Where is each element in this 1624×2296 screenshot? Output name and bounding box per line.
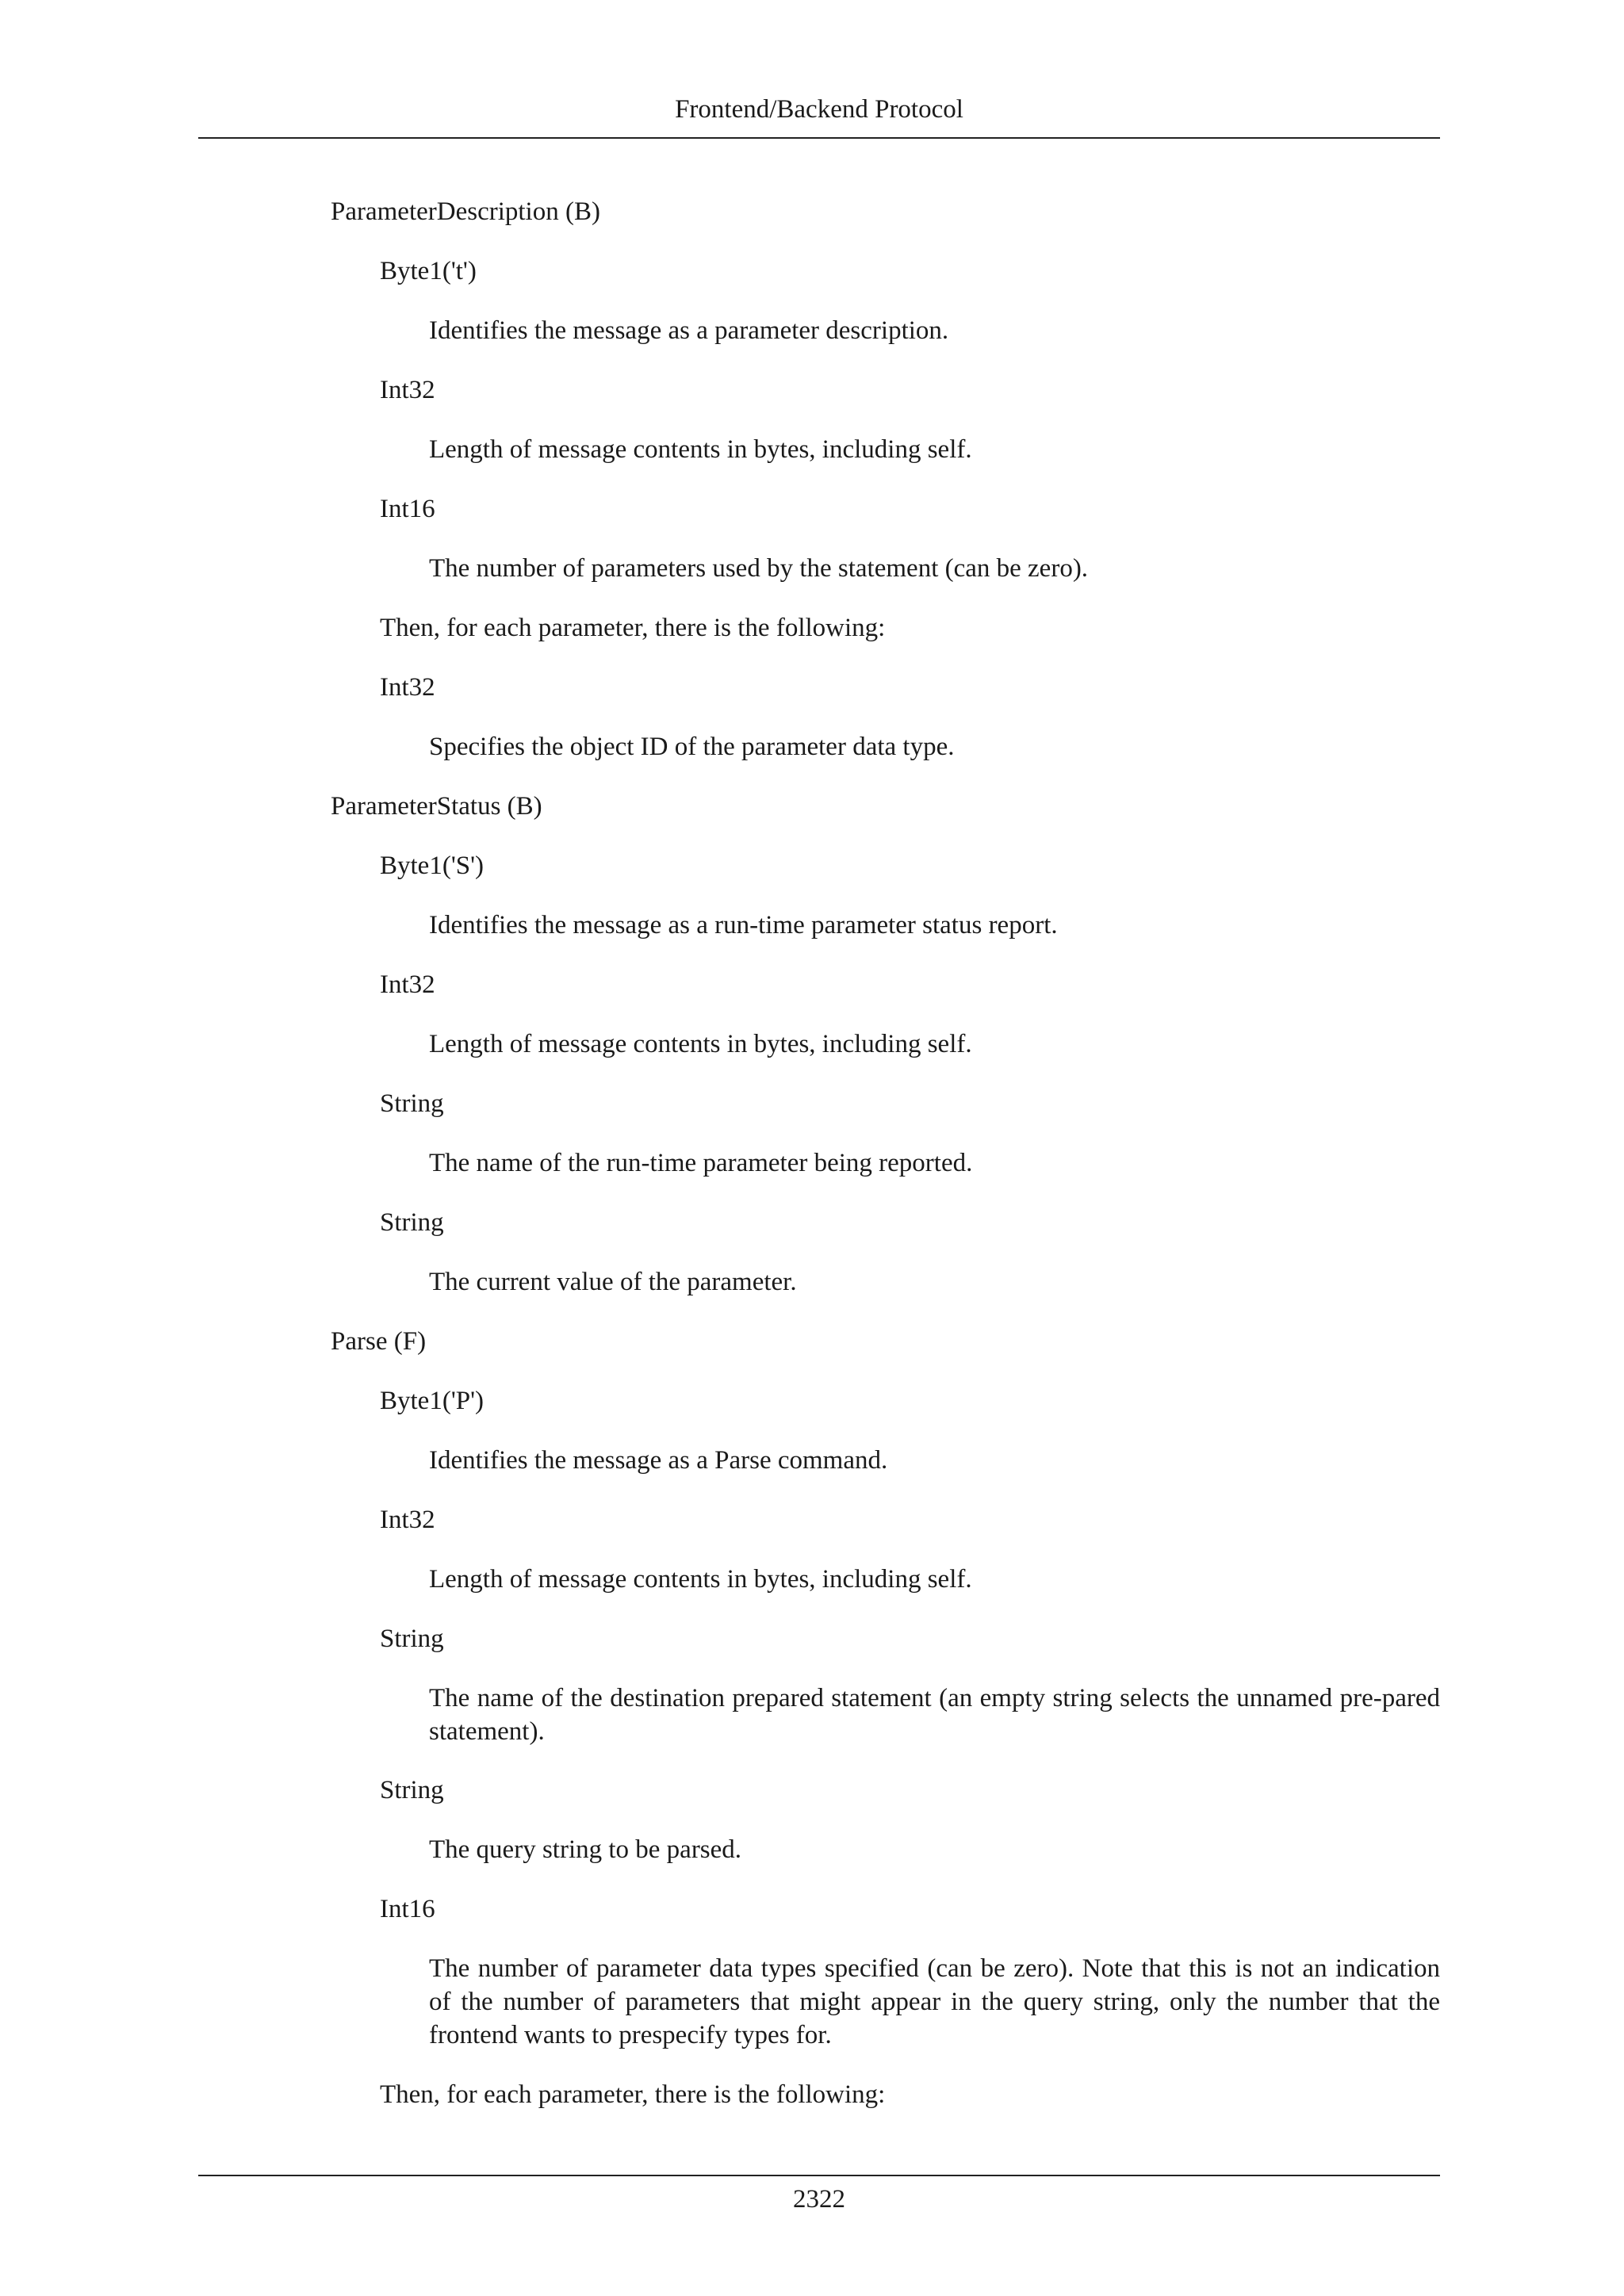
- message-name: ParameterDescription (B): [331, 197, 600, 226]
- field-description: Identifies the message as a Parse command.: [429, 1446, 888, 1475]
- message-name: ParameterStatus (B): [331, 792, 542, 821]
- repeat-intro: Then, for each parameter, there is the following:: [380, 2080, 886, 2109]
- field-type: String: [380, 1624, 444, 1653]
- header-rule: [198, 137, 1440, 139]
- field-type: Int16: [380, 1895, 435, 1923]
- message-name: Parse (F): [331, 1327, 427, 1356]
- field-description: The number of parameter data types specified (can be zero). Note that this is not an indication of the number of parameters that might appear in the query string, only the number that the frontend wants to prespecify types for.: [429, 1954, 1440, 2049]
- page-number: 2322: [793, 2185, 845, 2214]
- field-description: The name of the destination prepared statement (an empty string selects the unnamed pre-pared statement).: [429, 1684, 1440, 1746]
- field-type: String: [380, 1208, 444, 1237]
- field-type: Int32: [380, 1506, 435, 1534]
- field-type: Byte1('t'): [380, 257, 477, 285]
- field-description: Identifies the message as a parameter description.: [429, 316, 949, 345]
- field-description: Length of message contents in bytes, including self.: [429, 1565, 972, 1594]
- field-type: Int32: [380, 673, 435, 702]
- field-type: Int32: [380, 376, 435, 404]
- repeat-intro: Then, for each parameter, there is the following:: [380, 614, 886, 642]
- field-description: The number of parameters used by the statement (can be zero).: [429, 554, 1089, 583]
- field-type: Byte1('S'): [380, 851, 485, 880]
- field-description: The name of the run-time parameter being reported.: [429, 1149, 973, 1177]
- field-type: Byte1('P'): [380, 1387, 485, 1415]
- field-description: Identifies the message as a run-time parameter status report.: [429, 911, 1058, 939]
- field-type: String: [380, 1089, 444, 1118]
- field-description: The query string to be parsed.: [429, 1835, 742, 1864]
- field-type: String: [380, 1776, 444, 1804]
- field-type: Int16: [380, 495, 435, 523]
- field-description: Length of message contents in bytes, including self.: [429, 1030, 972, 1058]
- field-description: Length of message contents in bytes, including self.: [429, 435, 972, 464]
- page-header: Frontend/Backend Protocol: [675, 95, 963, 124]
- field-type: Int32: [380, 970, 435, 999]
- field-description: Specifies the object ID of the parameter data type.: [429, 733, 955, 761]
- field-description: The current value of the parameter.: [429, 1268, 797, 1296]
- footer-rule: [198, 2175, 1440, 2176]
